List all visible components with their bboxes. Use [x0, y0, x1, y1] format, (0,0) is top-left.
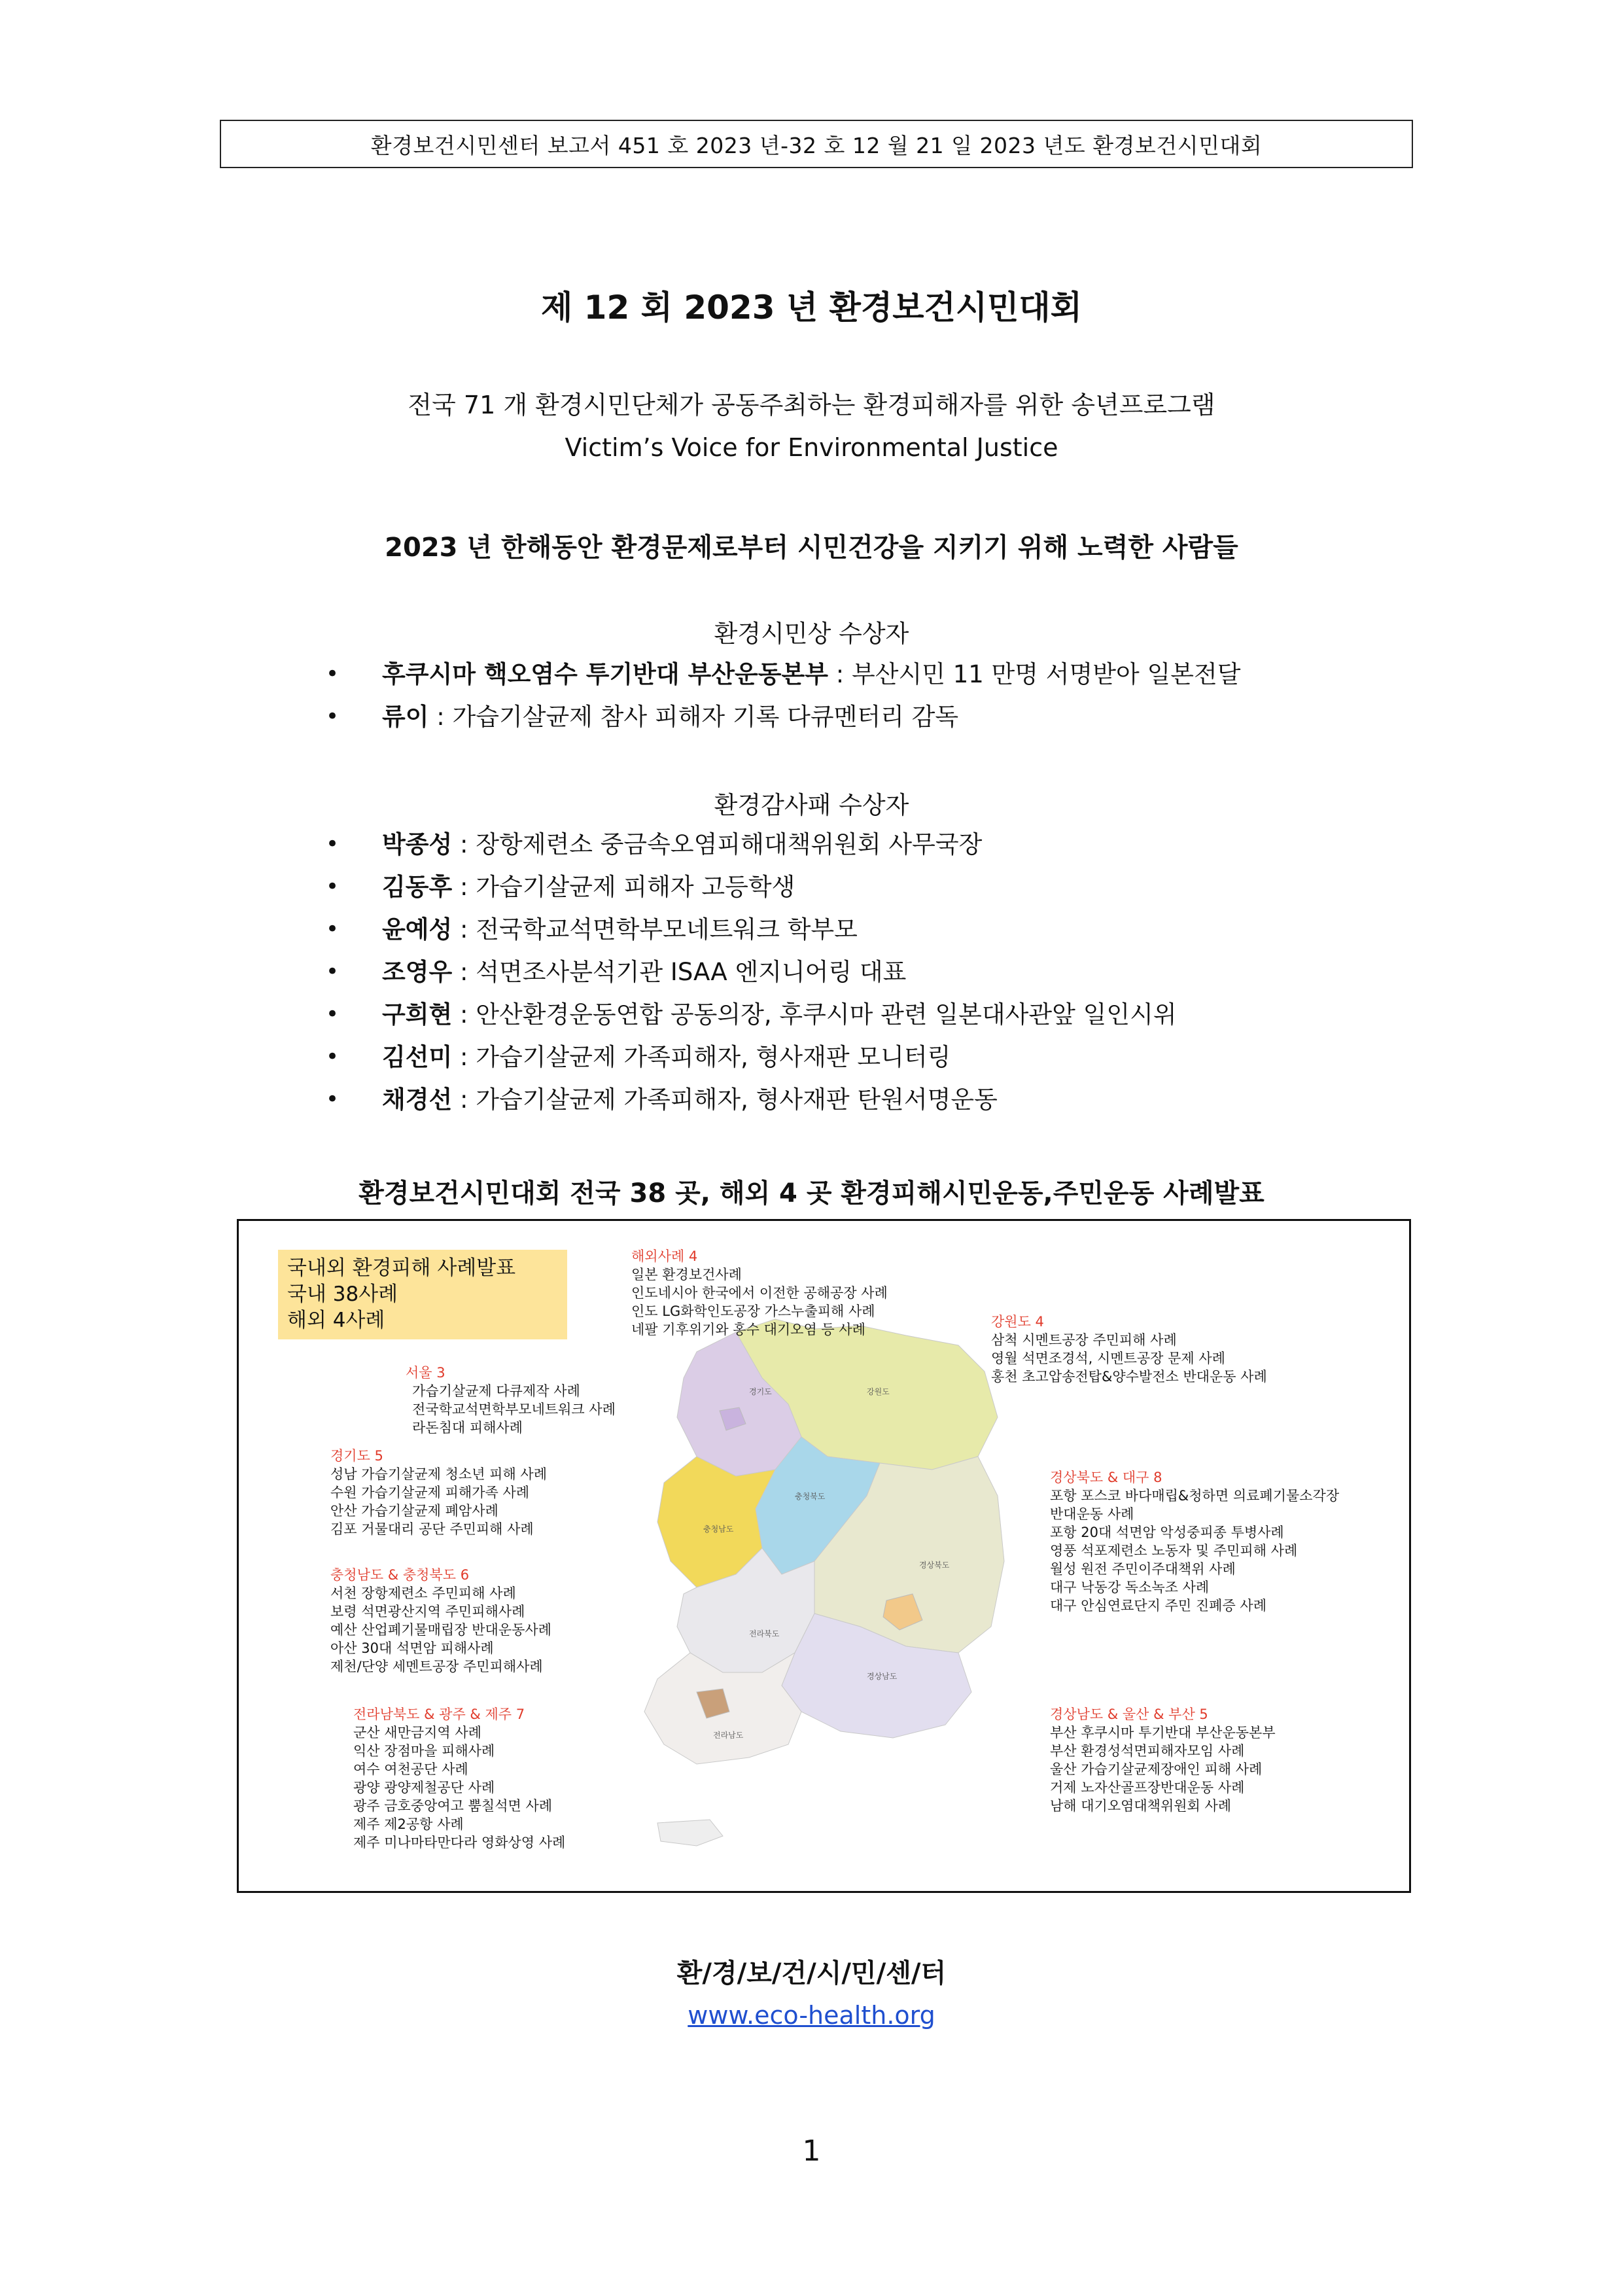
- footer-organization: 환/경/보/건/시/민/센/터: [676, 1958, 947, 1988]
- footer-url: [0, 2001, 1623, 2030]
- website-link[interactable]: www.eco-health.org: [688, 2001, 935, 2030]
- region-seoul: 서울 3 가습기살균제 다큐제작 사례 전국학교석면학부모네트워크 사례 라돈침대 피해사례: [406, 1365, 616, 1436]
- region-gangwon: 강원도 4 삼척 시멘트공장 주민피해 사례 영월 석면조경석, 시멘트공장 문제 사례 홍천 초고압송전탑&양수발전소 반대운동 사례: [991, 1314, 1267, 1385]
- region-jeolla: 전라남북도 & 광주 & 제주 7 군산 새만금지역 사례 익산 장점마을 피해사례 여수 여천공단 사례 광양 광양제철공단 사례 광주 금호중앙여고 뿜칠석면 사례 제주 제2공항 사례 제주 미나마타만다라 영화상영 사례: [353, 1706, 566, 1850]
- region-gyeonggi: 경기도 5 성남 가습기살균제 청소년 피해 사례 수원 가습기살균제 피해가족 사례 안산 가습기살균제 폐암사례 김포 거물대리 공단 주민피해 사례: [330, 1448, 547, 1537]
- case-map-figure: [237, 1219, 1411, 1893]
- cases-title: 환경보건시민대회 전국 38 곳, 해외 4 곳 환경피해시민운동,주민운동 사례발표: [358, 1178, 1265, 1209]
- bullet-icon: •: [326, 1001, 340, 1027]
- section-title: 2023 년 한해동안 환경문제로부터 시민건강을 지키기 위해 노력한 사람들: [385, 533, 1238, 563]
- map-label: 충청북도: [795, 1492, 826, 1501]
- map-label: 충청남도: [703, 1525, 734, 1534]
- map-label: 경상남도: [867, 1672, 898, 1681]
- report-header: 환경보건시민센터 보고서 451 호 2023 년-32 호 12 월 21 일 2023 년도 환경보건시민대회: [220, 120, 1413, 168]
- case-summary-box: 국내외 환경피해 사례발표 국내 38사례 해외 4사례: [278, 1250, 567, 1339]
- map-label: 강원도: [867, 1387, 890, 1396]
- award-heading-plaque: 환경감사패 수상자: [714, 791, 909, 819]
- map-label: 경상북도: [919, 1561, 950, 1570]
- page-title: 제 12 회 2023 년 환경보건시민대회: [540, 289, 1083, 327]
- bullet-icon: •: [326, 703, 340, 730]
- bullet-icon: •: [326, 1044, 340, 1070]
- region-overseas: 해외사례 4 일본 환경보건사례 인도네시아 한국에서 이전한 공해공장 사례 인도 LG화학인도공장 가스누출피해 사례 네팔 기후위기와 홍수 대기오염 등 사례: [631, 1248, 888, 1337]
- page-number: 1: [802, 2134, 821, 2168]
- subtitle-english: Victim’s Voice for Environmental Justice: [565, 433, 1058, 462]
- subtitle: 전국 71 개 환경시민단체가 공동주최하는 환경피해자를 위한 송년프로그램: [408, 391, 1215, 419]
- region-gyeongnam: 경상남도 & 울산 & 부산 5 부산 후쿠시마 투기반대 부산운동본부 부산 환경성석면피해자모임 사례 울산 가습기살균제장애인 피해 사례 거제 노자산골프장반대운동 사례 남해 대기오염대책위원회 사례: [1050, 1706, 1276, 1814]
- bullet-icon: •: [326, 916, 340, 942]
- map-region-jeju: [657, 1820, 723, 1846]
- award-heading-citizen: 환경시민상 수상자: [714, 620, 909, 648]
- map-label: 전라북도: [749, 1629, 780, 1638]
- region-gyeongbuk: 경상북도 & 대구 8 포항 포스코 바다매립&청하면 의료폐기물소각장 반대운동 사례 포항 20대 석면암 악성중피종 투병사례 영풍 석포제련소 노동자 및 주민피해 사례 월성 원전 주민이주대책위 사례 대구 낙동강 독소녹조 사례 대구 안심연료단지 주민 진폐증 사례: [1050, 1470, 1340, 1614]
- region-chungcheong: 충청남도 & 충청북도 6 서천 장항제련소 주민피해 사례 보령 석면광산지역 주민피해사례 예산 산업폐기물매립장 반대운동사례 아산 30대 석면암 피해사례 제천/단양 세멘트공장 주민피해사례: [330, 1567, 551, 1674]
- bullet-icon: •: [326, 1086, 340, 1112]
- map-label: 전라남도: [713, 1731, 744, 1740]
- bullet-icon: •: [326, 874, 340, 900]
- bullet-icon: •: [326, 959, 340, 985]
- bullet-icon: •: [326, 661, 340, 687]
- map-label: 경기도: [749, 1387, 772, 1396]
- bullet-icon: •: [326, 831, 340, 857]
